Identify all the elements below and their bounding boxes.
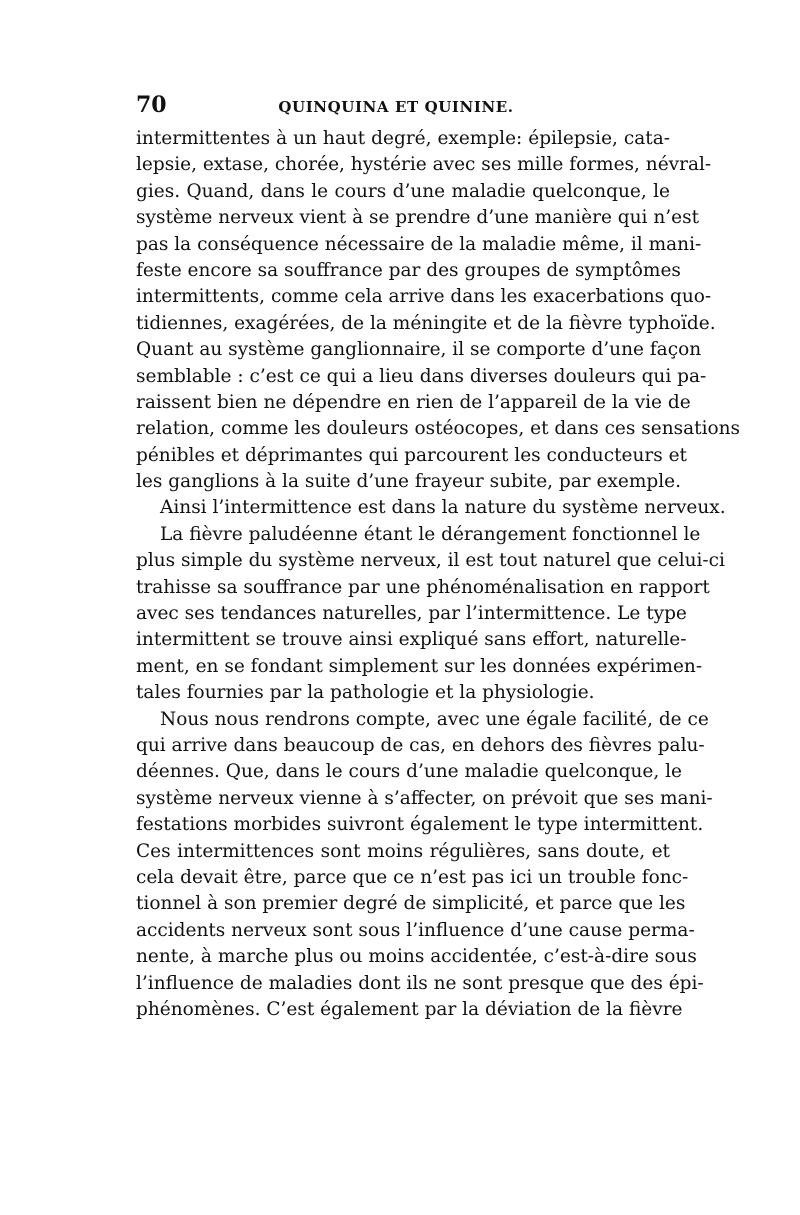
text-line: l’influence de maladies dont ils ne sont presque que des épi- [136, 972, 704, 994]
text-line: déennes. Que, dans le cours d’une maladie quelconque, le [136, 761, 682, 783]
text-line: phénomènes. C’est également par la déviation de la fièvre [136, 998, 683, 1020]
text-line: accidents nerveux sont sous l’influence d’une cause perma- [136, 919, 695, 941]
text-line: Ces intermittences sont moins régulières, sans doute, et [136, 840, 670, 862]
text-line: gies. Quand, dans le cours d’une maladie quelconque, le [136, 180, 670, 202]
text-line: qui arrive dans beaucoup de cas, en dehors des fièvres palu- [136, 734, 705, 756]
text-line: système nerveux vient à se prendre d’une manière qui n’est [136, 207, 700, 229]
text-line: festations morbides suivront également le type intermittent. [136, 814, 704, 836]
text-line: relation, comme les douleurs ostéocopes, et dans ces sensations [136, 418, 741, 440]
text-line: raissent bien ne dépendre en rien de l’appareil de la vie de [136, 391, 691, 413]
text-line: lepsie, extase, chorée, hystérie avec ses mille formes, névral- [136, 154, 712, 176]
text-line: avec ses tendances naturelles, par l’intermittence. Le type [136, 603, 687, 625]
text-line: nente, à marche plus ou moins accidentée, c’est-à-dire sous [136, 946, 697, 968]
text-line: tidiennes, exagérées, de la méningite et de la fièvre typhoïde. [136, 312, 716, 334]
running-title: QUINQUINA ET QUININE. [278, 98, 514, 116]
text-line: Ainsi l’intermittence est dans la nature du système nerveux. [160, 497, 726, 519]
text-line: trahisse sa souffrance par une phénoménalisation en rapport [136, 576, 710, 598]
text-line: intermittentes à un haut degré, exemple: épilepsie, cata- [136, 128, 670, 149]
body-text [136, 126, 741, 1023]
text-line: feste encore sa souffrance par des groupes de symptômes [136, 259, 681, 281]
text-line: semblable : c’est ce qui a lieu dans diverses douleurs qui pa- [136, 365, 707, 387]
page-number: 70 [136, 92, 167, 118]
text-line: les ganglions à la suite d’une frayeur subite, par exemple. [136, 471, 681, 493]
text-line: intermittents, comme cela arrive dans les exacerbations quo- [136, 286, 712, 308]
text-line: pénibles et déprimantes qui parcourent les conducteurs et [136, 444, 687, 466]
text-line: tionnel à son premier degré de simplicité, et parce que les [136, 893, 686, 915]
running-head [136, 92, 666, 122]
text-line: pas la conséquence nécessaire de la maladie même, il mani- [136, 233, 702, 255]
text-line: système nerveux vienne à s’affecter, on prévoit que ses mani- [136, 787, 713, 809]
text-line: plus simple du système nerveux, il est tout naturel que celui-ci [136, 550, 725, 572]
text-line: ment, en se fondant simplement sur les données expérimen- [136, 655, 703, 677]
text-line: Nous nous rendrons compte, avec une égale facilité, de ce [160, 708, 709, 730]
text-line: Quant au système ganglionnaire, il se comporte d’une façon [136, 339, 702, 361]
text-line: intermittent se trouve ainsi expliqué sans effort, naturelle- [136, 629, 687, 651]
text-line: tales fournies par la pathologie et la physiologie. [136, 682, 595, 704]
text-line: La fièvre paludéenne étant le dérangement fonctionnel le [160, 523, 701, 545]
text-line: cela devait être, parce que ce n’est pas ici un trouble fonc- [136, 866, 689, 888]
